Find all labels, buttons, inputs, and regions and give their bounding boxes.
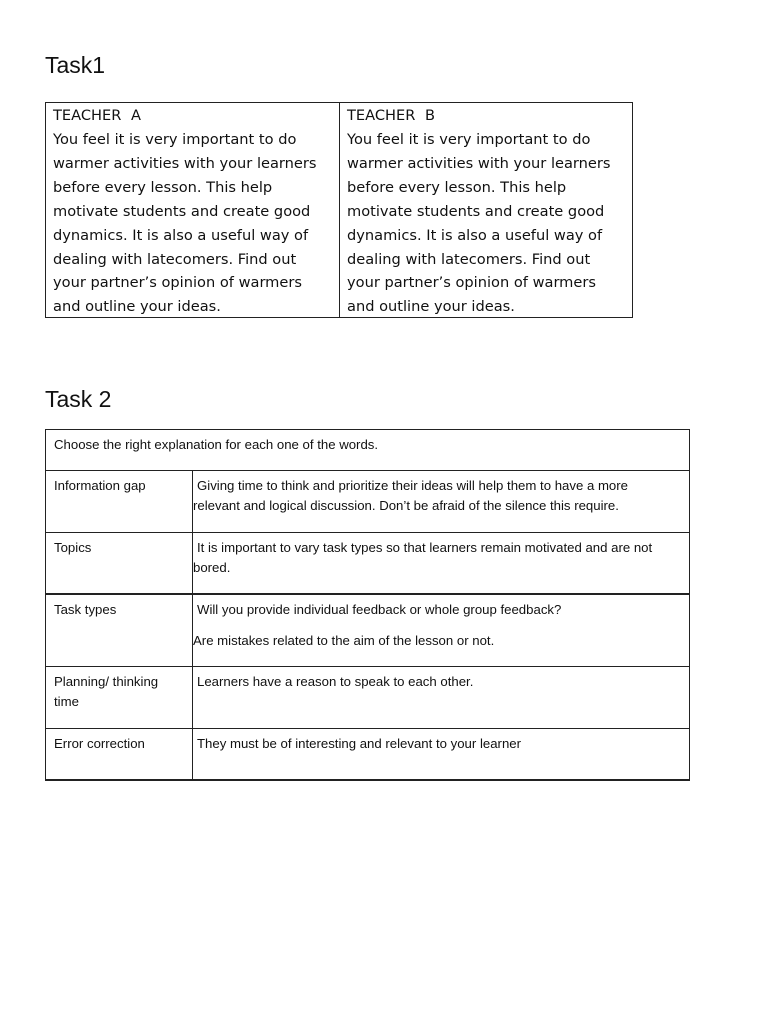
table-row <box>46 595 689 667</box>
term-cell: Task types <box>46 595 193 666</box>
task2-heading: Task 2 <box>45 386 112 412</box>
term-cell: Topics <box>46 533 193 593</box>
table-row <box>46 729 689 779</box>
term-cell: Information gap <box>46 471 193 532</box>
task2-table <box>45 429 690 781</box>
definition-cell: Giving time to think and prioritize their ideas will help them to have a more relevant and logical discussion. Don’t be afraid of the silence this require. <box>193 478 628 513</box>
task2-instruction: Choose the right explanation for each one of the words. <box>46 430 689 471</box>
table-row <box>46 667 689 729</box>
teacher-a-cell <box>46 103 339 317</box>
teacher-a-label: TEACHER A <box>53 107 142 124</box>
definition-cell: Will you provide individual feedback or whole group feedback? Are mistakes related to the aim of the lesson or not. <box>193 602 562 648</box>
teacher-b-text: You feel it is very important to do warmer activities with your learners before every lesson. This help motivate students and create good dynamics. It is also a useful way of dealing with latecomers. Find out your partner’s opinion of warmers and outline your ideas. <box>347 131 611 316</box>
definition-cell: Learners have a reason to speak to each other. <box>197 674 474 689</box>
term-cell: Planning/ thinking time <box>46 667 193 728</box>
teacher-a-text: You feel it is very important to do warmer activities with your learners before every lesson. This help motivate students and create good dynamics. It is also a useful way of dealing with latecomers. Find out your partner’s opinion of warmers and outline your ideas. <box>53 131 317 316</box>
task1-heading: Task1 <box>45 52 106 78</box>
teacher-b-label: TEACHER B <box>347 107 436 124</box>
term-cell: Error correction <box>46 729 193 779</box>
definition-cell: They must be of interesting and relevant to your learner <box>197 736 522 751</box>
definition-cell: It is important to vary task types so that learners remain motivated and are not bored. <box>193 540 653 575</box>
teacher-b-cell <box>339 103 632 317</box>
table-row <box>46 471 689 533</box>
table-row <box>46 533 689 595</box>
task1-table <box>45 102 633 318</box>
